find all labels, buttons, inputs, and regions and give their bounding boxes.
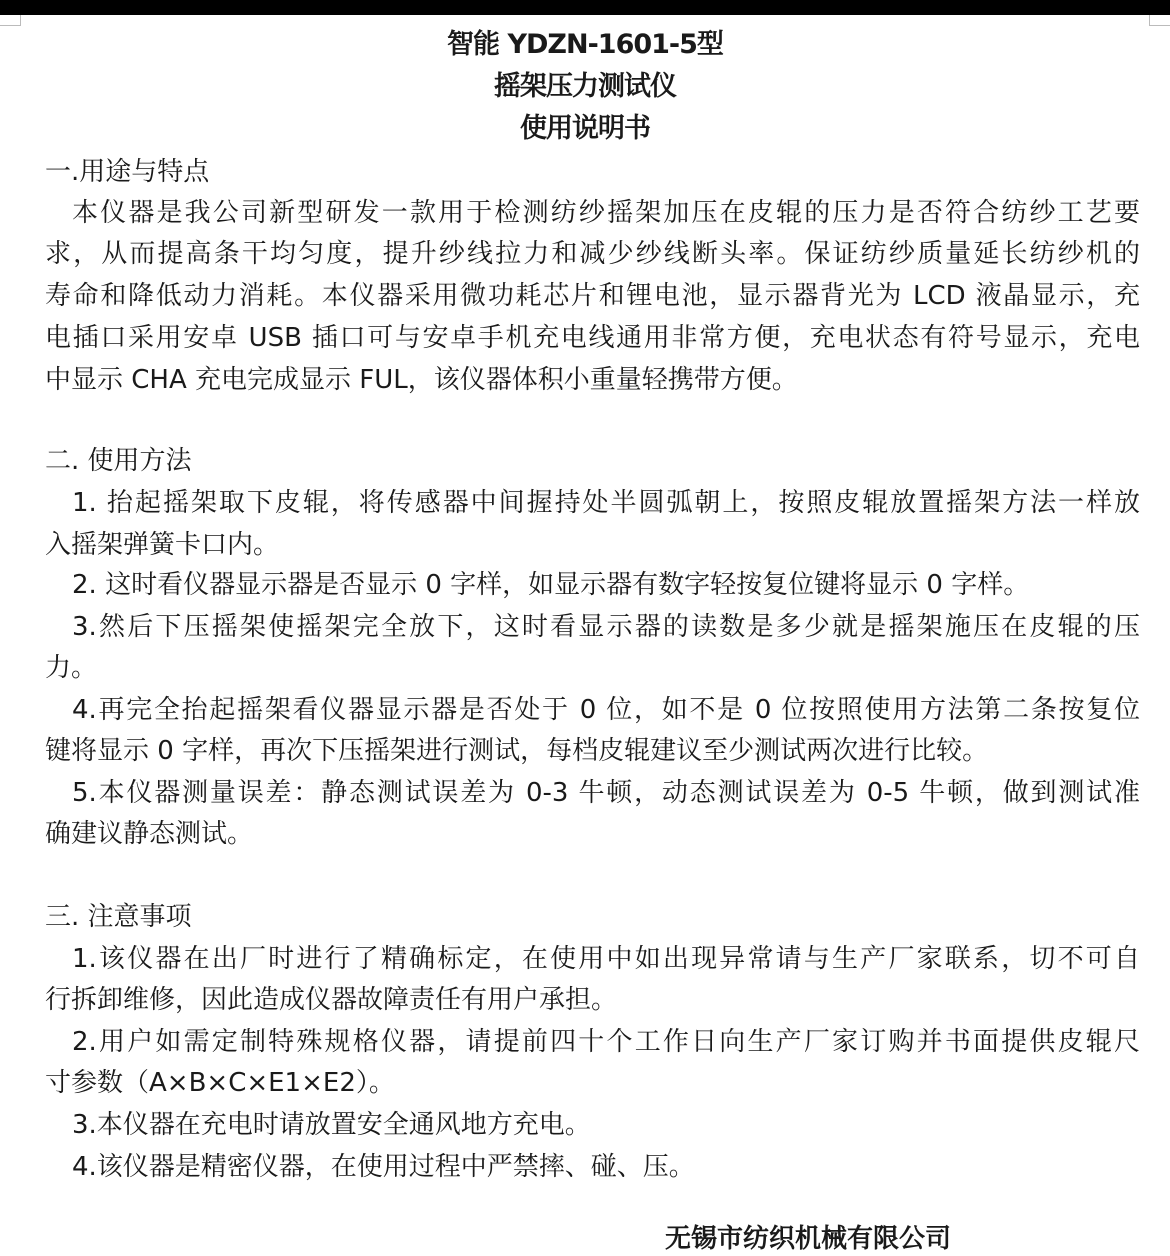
- paragraph-line: 电插口采用安卓 USB 插口可与安卓手机充电线通用非常方便，充电状态有符号显示，充电: [45, 323, 1140, 353]
- list-item-line: 键将显示 0 字样，再次下压摇架进行测试，每档皮辊建议至少测试两次进行比较。: [45, 736, 989, 766]
- list-item-line: 4.该仪器是精密仪器，在使用过程中严禁摔、碰、压。: [72, 1152, 695, 1182]
- paragraph-line: 寿命和降低动力消耗。本仪器采用微功耗芯片和锂电池，显示器背光为 LCD 液晶显示，充: [45, 281, 1140, 311]
- page-corner-mark: [0, 15, 21, 26]
- list-item-line: 确建议静态测试。: [45, 819, 254, 849]
- list-item-line: 行拆卸维修，因此造成仪器故障责任有用户承担。: [45, 985, 618, 1015]
- paragraph-line: 求，从而提高条干均匀度，提升纱线拉力和减少纱线断头率。保证纺纱质量延长纺纱机的: [45, 239, 1140, 269]
- list-item-line: 2. 这时看仪器显示器是否显示 0 字样，如显示器有数字轻按复位键将显示 0 字样。: [72, 570, 1030, 600]
- list-item-line: 1. 抬起摇架取下皮辊，将传感器中间握持处半圆弧朝上，按照皮辊放置摇架方法一样放: [72, 488, 1140, 518]
- list-item-line: 3.本仪器在充电时请放置安全通风地方充电。: [72, 1110, 591, 1140]
- list-item-line: 入摇架弹簧卡口内。: [45, 530, 280, 560]
- list-item-line: 力。: [45, 653, 98, 683]
- paragraph-line: 本仪器是我公司新型研发一款用于检测纺纱摇架加压在皮辊的压力是否符合纺纱工艺要: [72, 198, 1140, 228]
- company-name: 无锡市纺织机械有限公司: [665, 1224, 952, 1254]
- section-heading: 三. 注意事项: [45, 902, 192, 932]
- list-item-line: 2.用户如需定制特殊规格仪器，请提前四十个工作日向生产厂家订购并书面提供皮辊尺: [72, 1027, 1140, 1057]
- list-item-line: 3.然后下压摇架使摇架完全放下，这时看显示器的读数是多少就是摇架施压在皮辊的压: [72, 612, 1140, 642]
- page-corner-mark: [1149, 15, 1170, 26]
- list-item-line: 5.本仪器测量误差：静态测试误差为 0-3 牛顿，动态测试误差为 0-5 牛顿，做到测试准: [72, 778, 1140, 808]
- list-item-line: 1.该仪器在出厂时进行了精确标定，在使用中如出现异常请与生产厂家联系，切不可自: [72, 944, 1140, 974]
- doc-title-model: 智能 YDZN-1601-5型: [447, 29, 723, 60]
- top-bar: [0, 0, 1170, 15]
- section-heading: 一.用途与特点: [45, 157, 210, 187]
- doc-title-name: 摇架压力测试仪: [494, 71, 676, 102]
- doc-title-manual: 使用说明书: [520, 113, 650, 144]
- list-item-line: 4.再完全抬起摇架看仪器显示器是否处于 0 位，如不是 0 位按照使用方法第二条按复位: [72, 695, 1140, 725]
- section-heading: 二. 使用方法: [45, 446, 192, 476]
- paragraph-line: 中显示 CHA 充电完成显示 FUL，该仪器体积小重量轻携带方便。: [45, 365, 798, 395]
- list-item-line: 寸参数（A×B×C×E1×E2）。: [45, 1068, 395, 1098]
